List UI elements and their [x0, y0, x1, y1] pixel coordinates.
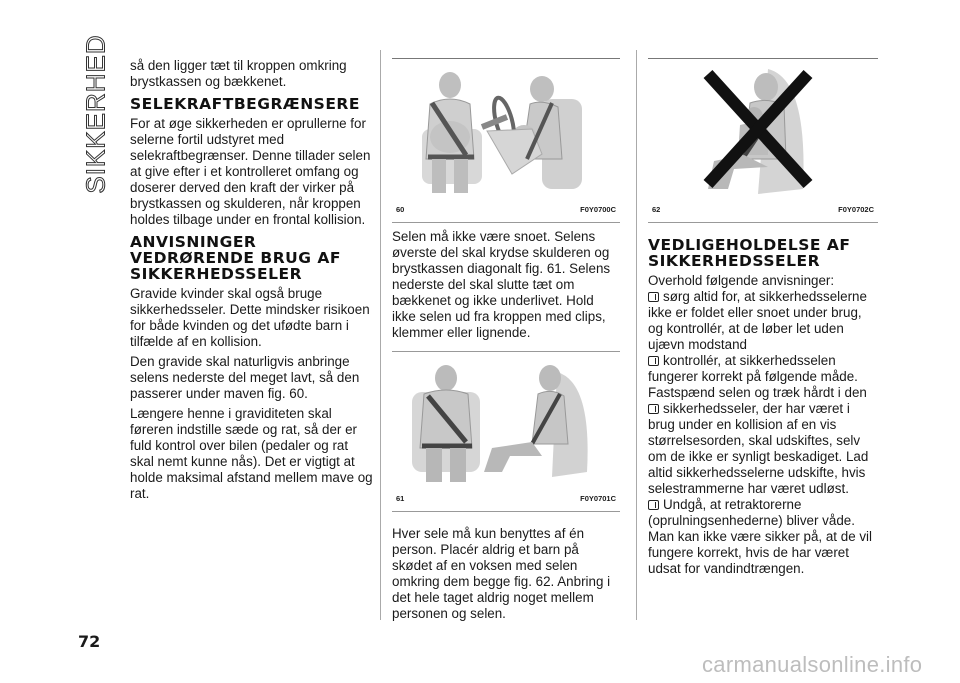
page-number: 72 [78, 632, 101, 651]
figure-62 [648, 58, 878, 223]
figure-number: 62 [652, 205, 661, 214]
bullet-text: sørg altid for, at sikkerhedsselerne ikke er foldet eller snoet under brug, og kontrollér, at de løber let uden ujævn modstand [648, 289, 867, 352]
figure-62-caption [648, 199, 878, 222]
heading-line: VEDLIGEHOLDELSE AF [648, 236, 851, 254]
bullet-icon [648, 292, 659, 302]
figure-60-caption [392, 199, 620, 222]
col1-para1: For at øge sikkerheden er oprullerne for selerne fortil udstyret med selekraftbegrænser. Denne tillader selen at give efter i et kontrolleret omfang og doserer derved den kraft der virker på brystkassen og skulderen, når kroppen holdes tilbage under en frontal kollision. [130, 116, 371, 227]
bullet-item-4 [648, 497, 878, 577]
col2-para2: Hver sele må kun benyttes af én person. Placér aldrig et barn på skødet af en voksen med selen omkring dem begge fig. 62. Anbring i det hele taget aldrig noget mellem personen og selen. [392, 526, 611, 621]
col3-intro: Overhold følgende anvisninger: [648, 273, 835, 288]
figure-code: F0Y0701C [580, 494, 616, 503]
heading-line: SIKKERHEDSSELER [130, 265, 303, 283]
col1-para4: Længere henne i graviditeten skal føreren indstille sæde og rat, så der er fuld kontrol over bilen (pedaler og rat skal nemt kunne nås). Det er vigtigt at holde maksimal afstand mellem mave og rat. [130, 406, 373, 501]
figure-code: F0Y0700C [580, 205, 616, 214]
col1-para3: Den gravide skal naturligvis anbringe selens nederste del meget lavt, så den passerer under maven fig. 60. [130, 354, 360, 401]
section-side-title [78, 34, 114, 194]
bullet-item-1 [648, 289, 878, 353]
watermark: carmanualsonline.info [702, 652, 923, 677]
bullet-text: sikkerhedsseler, der har været i brug under en kollision af en vis størrelsesorden, skal udskiftes, selv om de ikke er synligt beskadiget. Lad altid sikkerhedsselerne udskifte, hvis selestrammerne har været udløst. [648, 401, 869, 496]
heading-line: ANVISNINGER [130, 233, 257, 251]
seated-man-seatbelt-illustration [392, 352, 620, 488]
figure-code: F0Y0702C [838, 205, 874, 214]
col1-para2: Gravide kvinder skal også bruge sikkerhedsseler. Dette mindsker risikoen for både kvinden og det ufødte barn i tilfælde af en kollision. [130, 286, 370, 349]
column-divider-left [380, 50, 381, 620]
bullet-icon [648, 356, 659, 366]
heading-line: VEDRØRENDE BRUG AF [130, 249, 341, 267]
bullet-text: kontrollér, at sikkerhedsselen fungerer korrekt på følgende måde. Fastspænd selen og træk hårdt i den [648, 353, 867, 400]
bullet-item-2 [648, 353, 878, 401]
col2-para1: Selen må ikke være snoet. Selens øverste del skal krydse skulderen og brystkassen diagonalt fig. 61. Selens nederste del skal slutte tæt om bækkenet og ikke underlivet. Hold ikke selen ud fra kroppen med clips, klemmer eller lignende. [392, 229, 611, 340]
heading-vedligeholdelse [648, 237, 878, 269]
figure-60 [392, 58, 620, 223]
bullet-text: Undgå, at retraktorerne (oprulningsenhederne) bliver våde. Man kan ikke være sikker på, at de vil fungere korrekt, hvis de har været udsat for vandindtrængen. [648, 497, 873, 576]
bullet-icon [648, 404, 659, 414]
bullet-icon [648, 500, 659, 510]
column-1 [130, 58, 375, 506]
heading-anvisninger [130, 234, 375, 282]
figure-number: 60 [396, 205, 405, 214]
child-on-lap-crossed-out-illustration [648, 59, 878, 199]
heading-line: SIKKERHEDSSELER [648, 252, 821, 270]
column-divider-right [636, 50, 637, 620]
figure-number: 61 [396, 494, 405, 503]
bullet-item-3 [648, 401, 878, 497]
figure-61 [392, 352, 620, 512]
pregnant-woman-seatbelt-illustration [392, 59, 620, 199]
figure-61-caption [392, 488, 620, 511]
column-3 [648, 58, 878, 577]
section-side-title-text: SIKKERHED [80, 34, 111, 194]
heading-selekraftbegraensere: SELEKRAFTBEGRÆNSERE [130, 95, 360, 113]
column-2 [392, 58, 620, 626]
col1-intro: så den ligger tæt til kroppen omkring brystkassen og bækkenet. [130, 58, 347, 89]
